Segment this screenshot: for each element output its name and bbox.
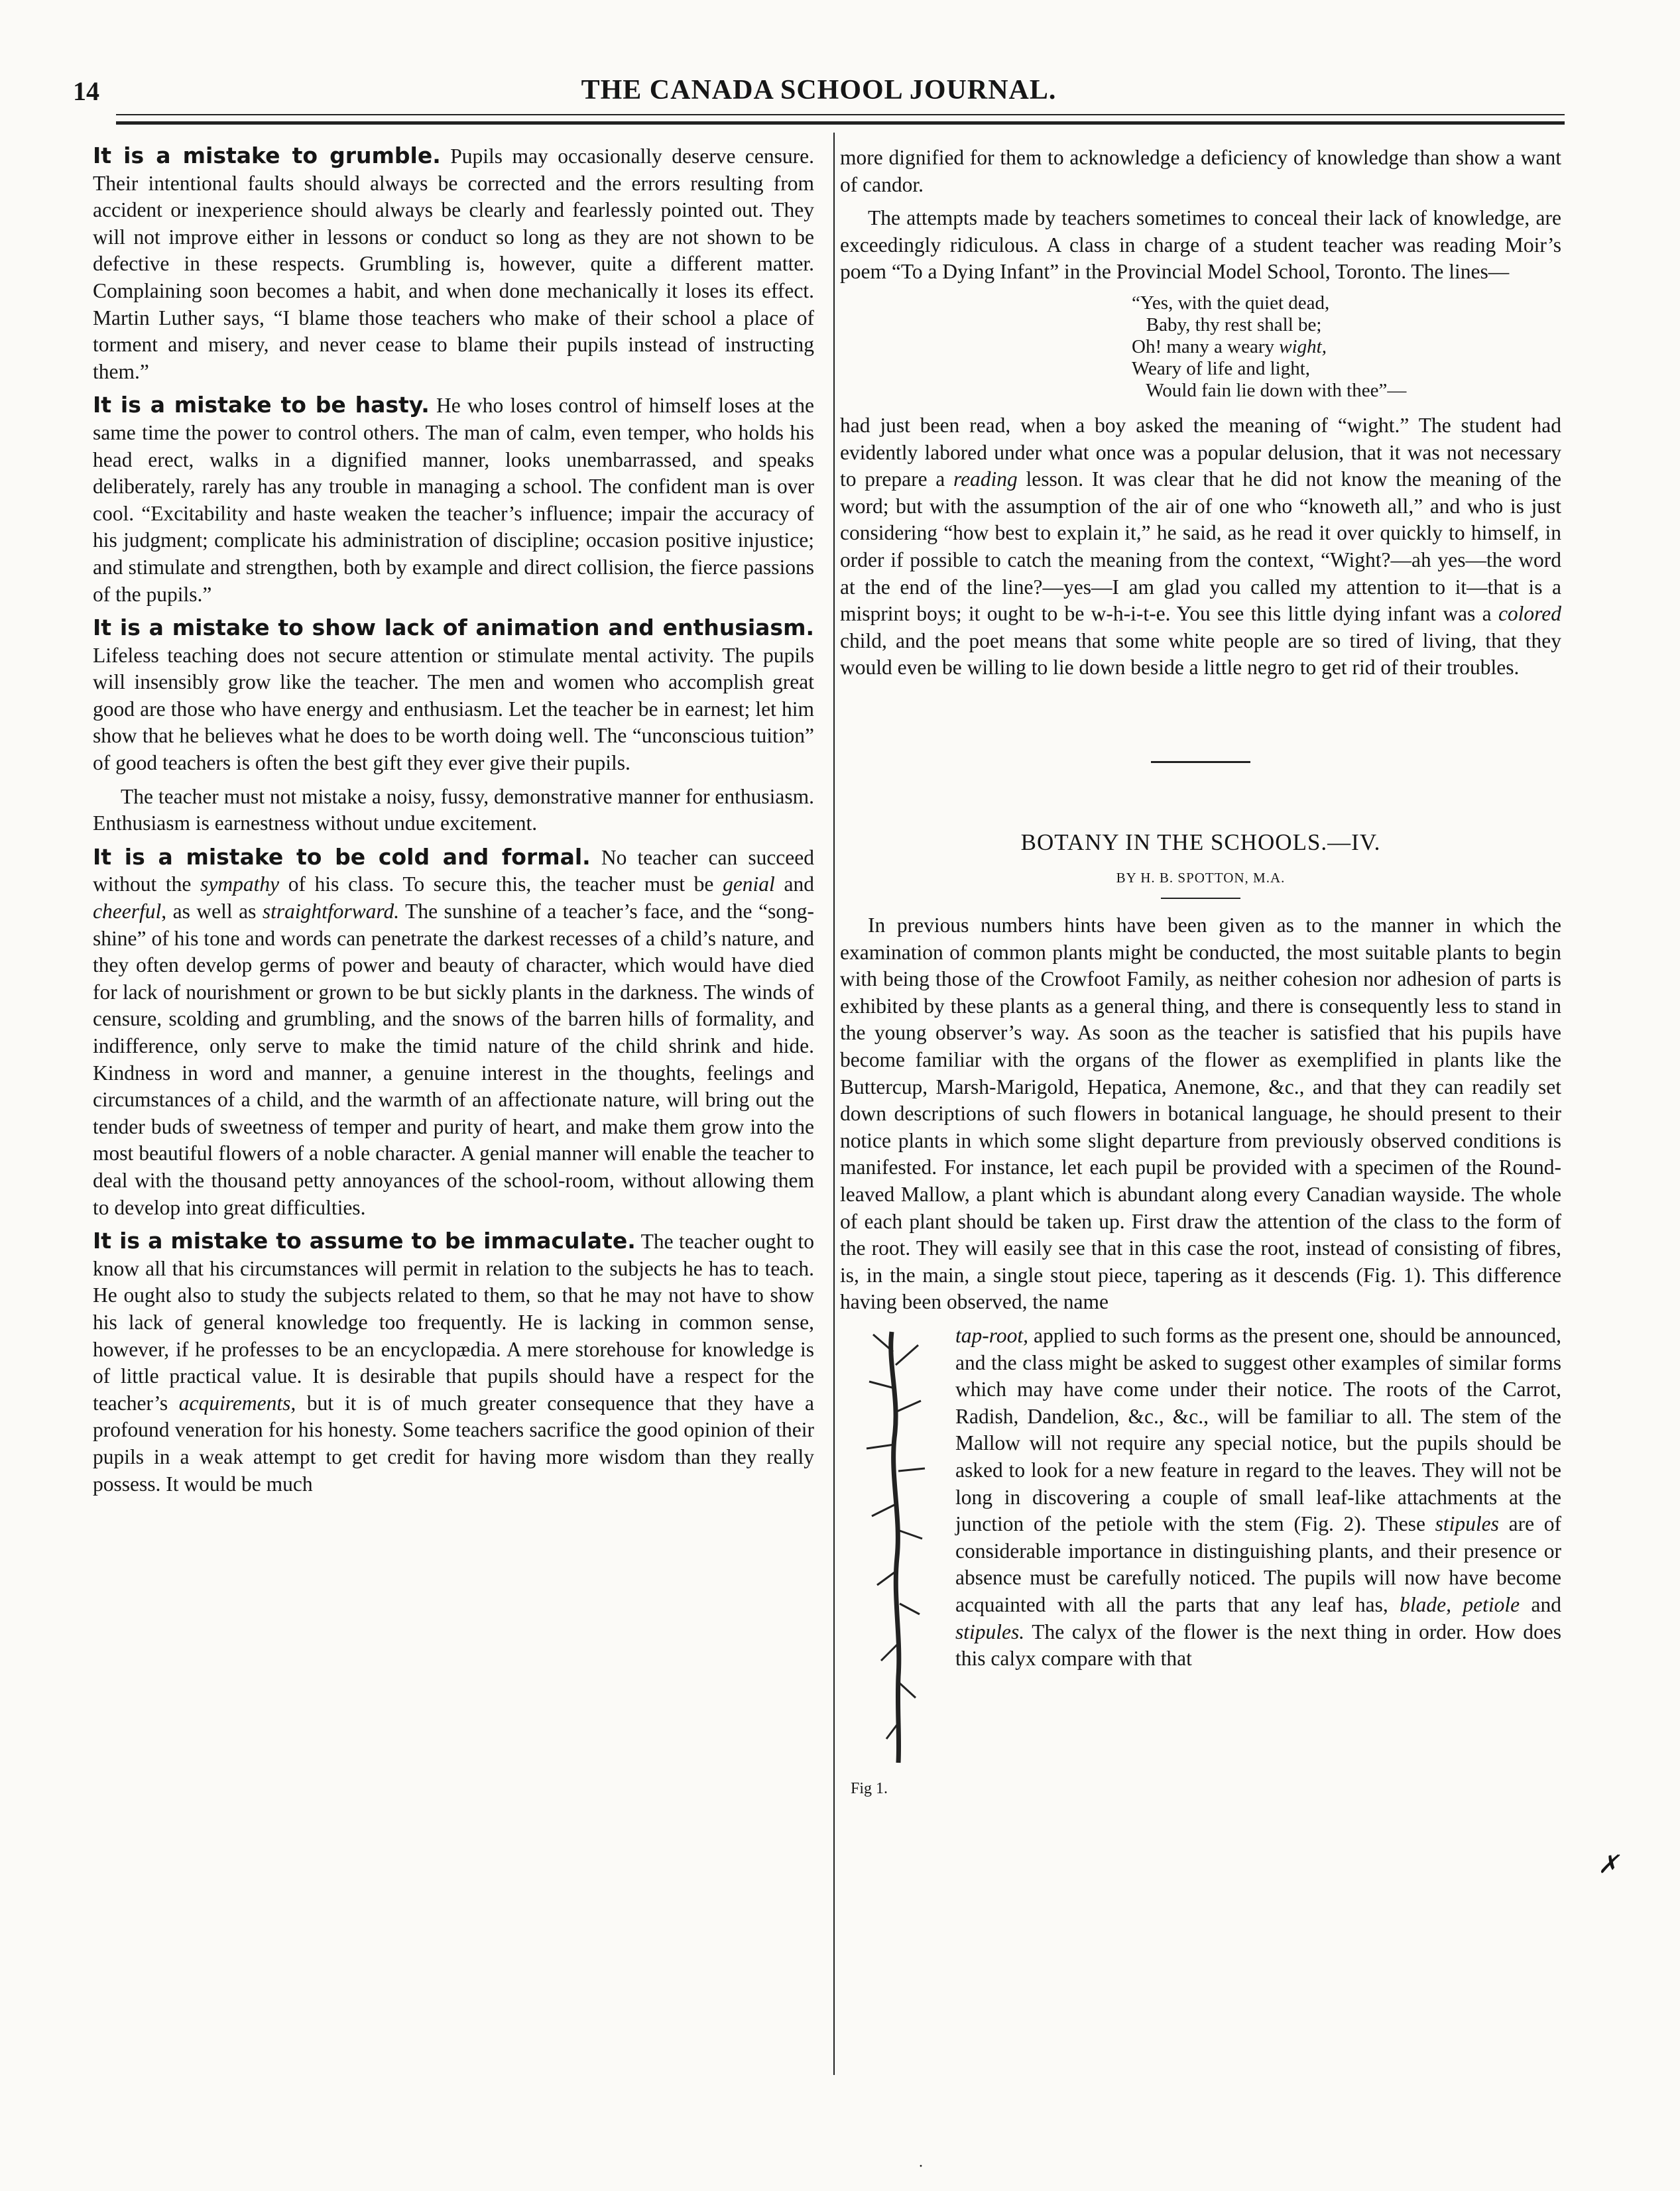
italic-text: stipules. — [955, 1620, 1025, 1643]
column-divider — [833, 133, 835, 2075]
paragraph-botany-cont — [840, 1323, 1562, 1798]
paragraph-immaculate — [93, 1228, 814, 1498]
paragraph-botany — [840, 912, 1561, 1316]
body-text: are of considerable importance in distinguishing plants, and their presence or absence must be carefully noticed. The pupils will now have become acquainted with all the parts that any leaf has, — [955, 1512, 1561, 1616]
poem-line: “Yes, with the quiet dead, — [1132, 292, 1330, 314]
body-text: He who loses control of himself loses at the same time the power to control others. The man of calm, even temper, who holds his head erect, walks in a dignified manner, looks unembarrassed, and speaks deliberately, rarely has any trouble in managing a school. The confident man is over cool. “Excitability and haste weaken the teacher’s influence; impair the accuracy of his judgment; complicate his administration of discipline; occasion positive injustice; and stimulate and strengthen, both by example and direct collision, the fierce passions of the pupils.” — [93, 394, 814, 606]
italic-text: cheerful — [93, 900, 162, 923]
italic-text: acquirements, — [178, 1391, 296, 1415]
italic-text: reading — [953, 467, 1018, 491]
article-byline: BY H. B. SPOTTON, M.A. — [1116, 869, 1286, 886]
body-text: The sunshine of a teacher’s face, and the “song-shine” of his tone and words can penetrate the darkest recesses of a child’s nature, and they often develop germs of power and beauty of character, which would have died for lack of nourishment or grown to be but sickly plants in the darkness. The winds of censure, scolding and grumbling, and the snows of the barren hills of formality, and indifference, only serve to make the timid nature of the child shrink and hide. Kindness in word and manner, a genuine interest in the thoughts, feelings and circumstances of a child, and the warmth of an affectionate nature, will bring out the tender buds of sweetness of temper and purity of heart, and make them grow into the most beautiful flowers of a noble character. A genial manner will enable the teacher to deal with the thousand petty annoyances of the school-room, without allowing them to develop into great difficulties. — [93, 900, 814, 1219]
margin-pencil-mark: ✗ — [1598, 1851, 1619, 1879]
lead-heading: It is a mistake to be cold and formal. — [93, 843, 591, 870]
header-rule-thin — [116, 114, 1565, 115]
body-text: The teacher ought to know all that his circumstances will permit in relation to the subjects he has to teach. He ought also to study the subjects related to them, so that he may not have to show his lack of general knowledge too frequently. He is lacking in common sense, however, if he professes to be an encyclopædia. A mere storehouse for knowledge is of little practical value. It is desirable that pupils should have a respect for the teacher’s — [93, 1230, 814, 1415]
body-text: The teacher must not mistake a noisy, fussy, demonstrative manner for enthusiasm. Enthusiasm is earnestness without undue excitement. — [93, 784, 814, 835]
body-text: had just been read, when a boy asked the meaning of “wight.” The student had evidently labored under what once was a popular delusion, that it was not necessary to prepare a — [840, 413, 1561, 491]
poem-line: Baby, thy rest shall be; — [1132, 314, 1322, 335]
article-title: BOTANY IN THE SCHOOLS.—IV. — [1020, 829, 1381, 855]
body-text: applied to such forms as the present one, should be announced, and the class might be asked to suggest other examples of similar forms which may have come under their notice. The roots of the Carrot, Radish, Dandelion, &c., &c., will be familiar to all. The stem of the Mallow will not require any special notice, but the pupils should be asked to look for a new feature in regard to the leaves. They will not be long in discovering a couple of small leaf-like attachments at the junction of the petiole with the stem (Fig. 2). These — [955, 1324, 1561, 1536]
lead-heading: It is a mistake to assume to be immaculate. — [93, 1228, 636, 1254]
paragraph-wight — [840, 412, 1561, 681]
page-speck: · — [918, 2158, 924, 2175]
figure-1-taproot — [840, 1325, 946, 1803]
paragraph-enthusiasm — [93, 784, 814, 837]
paragraph-cold-formal — [93, 844, 814, 1221]
body-text: The calyx of the flower is the next thing in order. How does this calyx compare with that — [955, 1620, 1561, 1671]
body-text: and — [774, 872, 814, 896]
body-text: The attempts made by teachers sometimes to conceal their lack of knowledge, are exceedingly ridiculous. A class in charge of a student teacher was reading Moir’s poem “To a Dying Infant” in the Provincial Model School, Toronto. The lines— — [840, 206, 1561, 284]
figure-caption: Fig 1. — [851, 1780, 888, 1798]
body-text: more dignified for them to acknowledge a deficiency of knowledge than show a want of candor. — [840, 146, 1561, 196]
paragraph-continued — [840, 145, 1561, 198]
paragraph-hasty — [93, 392, 814, 608]
body-text: but it is of much greater consequence that they have a profound veneration for his honesty. Some teachers sacrifice the good opinion of their pupils in a weak attempt to get credit for having more wisdom than they really possess. It would be much — [93, 1391, 814, 1496]
page-header — [73, 66, 1565, 113]
body-text: Lifeless teaching does not secure attention or stimulate mental activity. The pupils will insensibly grow like the teacher. The men and women who accomplish great good are those who have energy and enthusiasm. Let the teacher be in earnest; let him show that he believes what he does to be worth doing well. The “unconscious tuition” of good teachers is often the best gift they ever give their pupils. — [93, 643, 814, 775]
journal-title: THE CANADA SCHOOL JOURNAL. — [581, 75, 1057, 105]
italic-text: wight, — [1279, 335, 1327, 357]
right-column — [840, 145, 1561, 1803]
italic-text: tap-root, — [955, 1324, 1028, 1347]
italic-text: genial — [723, 872, 775, 896]
lead-heading: It is a mistake to show lack of animation and enthusiasm. — [93, 615, 814, 641]
poem-text: Oh! many a weary — [1132, 335, 1280, 357]
body-text: and — [1520, 1592, 1562, 1616]
paragraph-animation — [93, 615, 814, 777]
body-text: child, and the poet means that some white people are so tired of living, that they would even be willing to lie down beside a little negro to get rid of their troubles. — [840, 628, 1561, 680]
byline-rule — [1161, 898, 1240, 899]
poem-line: Would fain lie down with thee”— — [1132, 379, 1407, 401]
paragraph-attempts — [840, 205, 1561, 286]
left-column — [93, 143, 814, 1504]
italic-text: sympathy — [200, 872, 280, 896]
taproot-illustration-icon — [840, 1325, 946, 1776]
body-text: In previous numbers hints have been given as to the manner in which the examination of common plants might be conducted, the most suitable plants to begin with being those of the Crowfoot Family, as neither cohesion nor adhesion of parts is exhibited by these plants as a general thing, and there is consequently less to stand in the young observer’s way. As soon as the teacher is satisfied that his pupils have become familiar with the organs of the flower as exemplified in plants like the Buttercup, Marsh-Marigold, Hepatica, Anemone, &c., and that they can readily set down descriptions of such flowers in botanical language, he should present to their notice plants in which some slight departure from previously observed conditions is manifested. For instance, let each pupil be provided with a specimen of the Round-leaved Mallow, a plant which is abundant along every Canadian wayside. The whole of each plant should be taken up. First draw the attention of the class to the form of the root. They will easily see that in this case the root, instead of consisting of fibres, is, in the main, a single stout piece, tapering as it descends (Fig. 1). This difference having been observed, the name — [840, 914, 1561, 1314]
lead-heading: It is a mistake to be hasty. — [93, 392, 430, 418]
header-rule-thick — [116, 121, 1565, 125]
italic-text: blade, petiole — [1400, 1592, 1520, 1616]
italic-text: straightforward. — [262, 900, 400, 923]
paragraph-grumble — [93, 143, 814, 385]
page-number: 14 — [73, 76, 99, 106]
body-text: Pupils may occasionally deserve censure. Their intentional faults should always be corrected and the errors resulting from accident or inexperience should always be clearly and fearlessly pointed out. They will not improve either in lessons or conduct so long as they are not shown to be defective in these respects. Grumbling is, however, quite a different matter. Complaining soon becomes a habit, and when done mechanically it loses its effect. Martin Luther says, “I blame those teachers who make of their school a place of torment and misery, and never cease to blame their pupils instead of instructing them.” — [93, 145, 814, 383]
poem-quote — [1132, 292, 1561, 402]
poem-line: Weary of life and light, — [1132, 357, 1311, 379]
body-text: No teacher can succeed without the — [93, 845, 814, 896]
italic-text: stipules — [1435, 1512, 1499, 1536]
poem-line — [1132, 336, 1561, 358]
lead-heading: It is a mistake to grumble. — [93, 143, 441, 168]
italic-text: colored — [1498, 602, 1561, 626]
body-text: , as well as — [161, 900, 263, 923]
section-separator — [1151, 761, 1250, 763]
body-text: of his class. To secure this, the teacher must be — [279, 872, 723, 896]
body-text: lesson. It was clear that he did not know the meaning of the word; but with the assumption of the air of one who “knoweth all,” and who is just considering “how best to explain it,” he said, as he read it over quickly to himself, in order if possible to catch the meaning from the context, “Wight?—ah yes—the word at the end of the line?—yes—I am glad you called my attention to it—that is a misprint boys; it ought to be w-h-i-t-e. You see this little dying infant was a — [840, 467, 1561, 626]
